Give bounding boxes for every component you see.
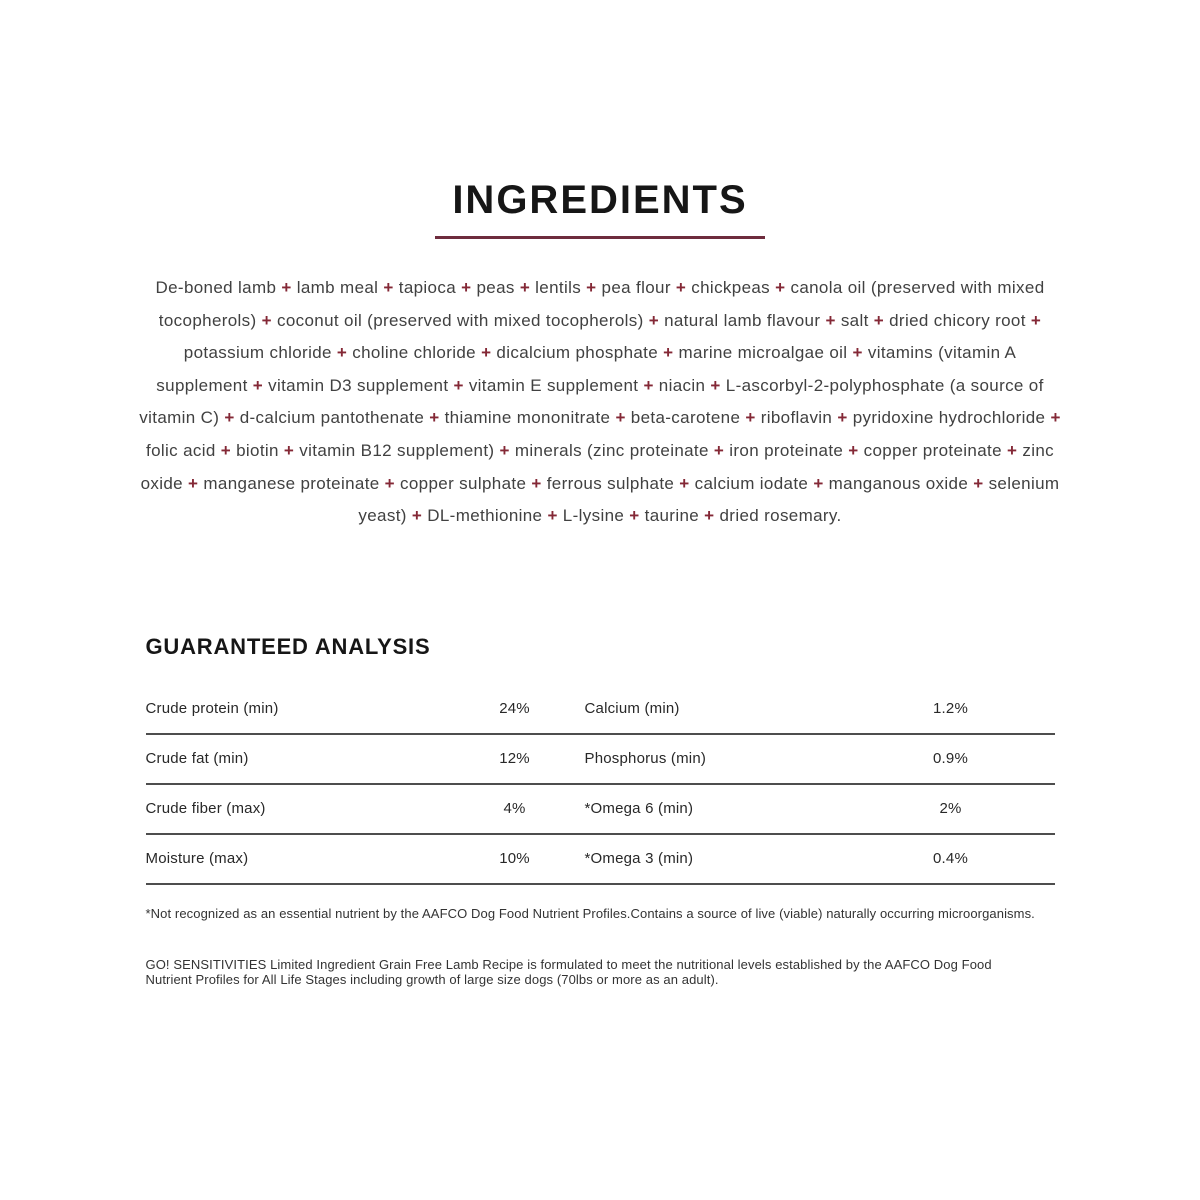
- plus-separator: +: [281, 278, 292, 297]
- plus-separator: +: [453, 375, 464, 395]
- plus-separator: +: [813, 473, 824, 493]
- plus-separator: +: [252, 375, 264, 395]
- plus-separator: +: [848, 440, 859, 460]
- plus-separator: +: [852, 343, 863, 363]
- guaranteed-analysis-title: GUARANTEED ANALYSIS: [145, 633, 431, 659]
- analysis-label: Crude fat (min): [145, 750, 249, 768]
- plus-separator: +: [411, 506, 423, 526]
- plus-separator: +: [629, 506, 640, 526]
- analysis-value: 10%: [499, 850, 530, 868]
- plus-separator: +: [586, 278, 597, 297]
- ingredients-title: INGREDIENTS: [452, 178, 748, 222]
- plus-separator: +: [481, 343, 492, 363]
- plus-separator: +: [261, 310, 272, 330]
- analysis-label: *Omega 6 (min): [584, 800, 694, 818]
- plus-separator: +: [663, 343, 674, 363]
- analysis-label: Crude protein (min): [145, 700, 279, 718]
- aafco-statement: GO! SENSITIVITIES Limited Ingredient Grain Free Lamb Recipe is formulated to meet the nutritional levels established by the AAFCO Dog Food Nutrient Profiles for All Life Stages including growth of large size dogs (70lbs or more as an adult).: [145, 956, 992, 988]
- plus-separator: +: [643, 375, 654, 395]
- plus-separator: +: [383, 278, 394, 297]
- analysis-label: *Omega 3 (min): [584, 850, 694, 868]
- plus-separator: +: [873, 310, 885, 330]
- title-underline: [435, 236, 765, 239]
- plus-separator: +: [679, 473, 690, 493]
- plus-separator: +: [1006, 440, 1018, 460]
- analysis-value: 24%: [499, 700, 530, 718]
- plus-separator: +: [713, 440, 725, 460]
- analysis-value: 0.4%: [933, 850, 968, 868]
- plus-separator: +: [519, 278, 531, 297]
- analysis-label: Moisture (max): [145, 850, 249, 868]
- plus-separator: +: [531, 473, 542, 493]
- plus-separator: +: [188, 473, 199, 493]
- analysis-value: 12%: [499, 750, 530, 768]
- plus-separator: +: [675, 278, 687, 297]
- analysis-label: Phosphorus (min): [584, 750, 707, 768]
- table-row: [146, 835, 1055, 885]
- plus-separator: +: [384, 473, 395, 493]
- guaranteed-analysis-section: [146, 634, 1055, 988]
- plus-separator: +: [547, 506, 558, 526]
- plus-separator: +: [775, 278, 786, 297]
- plus-separator: +: [1030, 310, 1042, 330]
- ingredients-paragraph: De-boned lamb + lamb meal + tapioca + peas + lentils + pea flour + chickpeas + canola oil (preserved with mixed tocopherols) + coconut oil (preserved with mixed tocopherols) + natural lamb flavour + salt + dried chicory root + potassium chloride + choline chloride + dicalcium phosphate + marine microalgae oil + vitamins (vitamin A supplement + vitamin D3 supplement + vitamin E supplement + niacin + L-ascorbyl-2-polyphosphate (a source of vitamin C) + d-calcium pantothenate + thiamine mononitrate + beta-carotene + riboflavin + pyridoxine hydrochloride + folic acid + biotin + vitamin B12 supplement) + minerals (zinc proteinate + iron proteinate + copper proteinate + zinc oxide + manganese proteinate + copper sulphate + ferrous sulphate + calcium iodate + manganous oxide + selenium yeast) + DL-methionine + L-lysine + taurine + dried rosemary.: [139, 278, 1061, 526]
- analysis-value: 1.2%: [933, 700, 968, 718]
- plus-separator: +: [745, 408, 756, 428]
- plus-separator: +: [283, 440, 295, 460]
- plus-separator: +: [704, 506, 715, 526]
- plus-separator: +: [648, 310, 659, 330]
- plus-separator: +: [499, 440, 510, 460]
- table-row: [146, 685, 1055, 735]
- plus-separator: +: [710, 375, 721, 395]
- table-row: [146, 735, 1055, 785]
- analysis-label: Crude fiber (max): [145, 800, 266, 818]
- plus-separator: +: [461, 278, 472, 297]
- plus-separator: +: [1050, 408, 1061, 428]
- plus-separator: +: [336, 343, 348, 363]
- guaranteed-analysis-table: [146, 685, 1055, 885]
- aafco-footnote: *Not recognized as an essential nutrient by the AAFCO Dog Food Nutrient Profiles.Contains a source of live (viable) naturally occurring microorganisms.: [145, 905, 1035, 921]
- analysis-label: Calcium (min): [584, 700, 680, 718]
- plus-separator: +: [224, 408, 235, 428]
- plus-separator: +: [615, 408, 626, 428]
- ingredients-section-header: [0, 0, 1200, 239]
- plus-separator: +: [973, 473, 984, 493]
- plus-separator: +: [825, 310, 836, 330]
- table-row: [146, 785, 1055, 835]
- analysis-value: 4%: [503, 800, 526, 818]
- analysis-value: 0.9%: [933, 750, 968, 768]
- plus-separator: +: [837, 408, 848, 428]
- analysis-value: 2%: [939, 800, 962, 818]
- plus-separator: +: [220, 440, 232, 460]
- plus-separator: +: [429, 408, 440, 428]
